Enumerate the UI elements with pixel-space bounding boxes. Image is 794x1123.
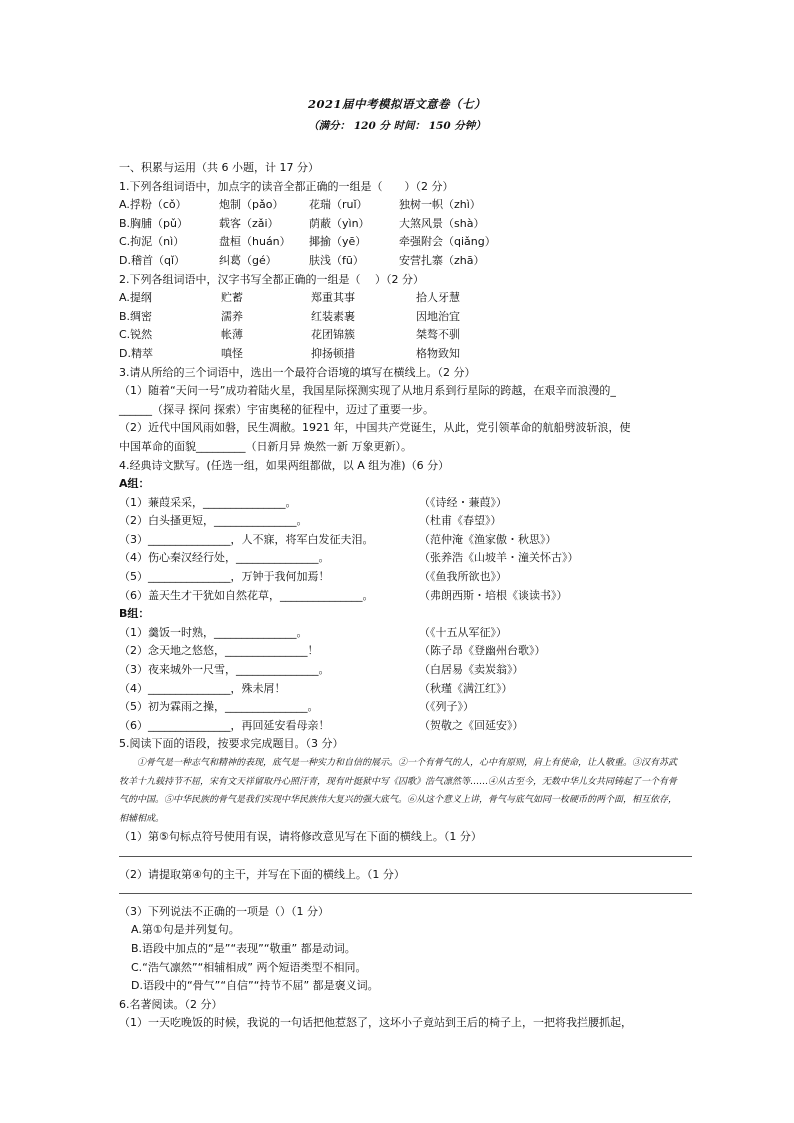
- q2-c-3: 花团锦簇: [311, 328, 355, 342]
- q2-d-4: 格物致知: [416, 346, 460, 360]
- exam-body: [119, 159, 684, 1033]
- q1-a-2: 炮制（pǎo）: [219, 198, 284, 212]
- group-b-item-5: [119, 698, 684, 717]
- q1-b-1: B.胸脯（pǔ）: [119, 216, 188, 230]
- group-b-item-4: [119, 680, 684, 699]
- q5-sub1: （1）第⑤句标点符号使用有误，请将修改意见写在下面的横线上。（1 分）: [119, 830, 482, 844]
- group-a-item-1: [119, 494, 684, 513]
- answer-line-1[interactable]: [119, 847, 684, 866]
- q2-c-2: 帐薄: [221, 328, 243, 342]
- q6-line-1: （1）一天吃晚饭的时候，我说的一句话把他惹怒了，这坏小子竟站到王后的椅子上，一把将我拦腰抓起，: [119, 1016, 632, 1030]
- poem-line: （3）_______________，人不寐，将军白发征夫泪。: [119, 532, 374, 546]
- exam-title: 2021届中考模拟语文意卷（七）: [307, 97, 486, 111]
- q1-option-c: [119, 233, 684, 252]
- q1-option-b: [119, 215, 684, 234]
- group-b-item-1: [119, 624, 684, 643]
- q5-passage: ①骨气是一种志气和精神的表现，底气是一种实力和自信的展示。②一个有骨气的人，心中有原则，肩上有使命，让人敬重。③汉有苏武牧羊十九载持节不屈，宋有文天祥留取丹心照汗青，现有叶挺狱中写《囚歌》浩气凛然等……④从古至今，无数中华儿女共同铸起了一个有骨气的中国。⑤中华民族的骨气是我们实现中华民族伟大复兴的强大底气。⑥从这个意义上讲，骨气与底气如同一枚硬币的两个面，相互依存，相辅相成。: [119, 758, 678, 824]
- group-b-label: B组：: [119, 607, 150, 621]
- poem-line: （1）羹饭一时熟，_______________。: [119, 625, 308, 639]
- q2-c-4: 桀骜不驯: [416, 328, 460, 342]
- q2-d-1: D.精萃: [119, 346, 153, 360]
- poem-source: （白居易《卖炭翁》）: [419, 663, 524, 677]
- poem-line: （4）_______________，殊未屑！: [119, 681, 286, 695]
- q2-a-3: 郑重其事: [311, 291, 355, 305]
- exam-subtitle: （满分： 120 分 时间： 150 分钟）: [308, 120, 486, 132]
- q1-c-4: 牵强附会（qiǎng）: [399, 235, 496, 249]
- q1-d-3: 肤浅（fū）: [309, 253, 364, 267]
- q5-option-b: B.语段中加点的“是”“表现”“敬重” 都是动词。: [131, 941, 356, 955]
- q1-a-3: 花瑞（ruǐ）: [309, 198, 368, 212]
- q1-d-4: 安营扎寨（zhā）: [399, 253, 485, 267]
- q3-line-1: （1）随着“天问一号”成功着陆火星，我国星际探测实现了从地月系到行星际的跨越，在艰辛而浪漫的_: [119, 384, 616, 398]
- q1-c-3: 揶揄（yē）: [309, 235, 367, 249]
- poem-source: （陈子昂《登幽州台歌》）: [419, 644, 546, 658]
- q1-a-1: A.捊粉（cǒ）: [119, 198, 187, 212]
- poem-source: （秋瑾《满江红》）: [419, 681, 513, 695]
- poem-line: （1）蒹葭采采，_______________。: [119, 495, 297, 509]
- q5-sub3: （3）下列说法不正确的一项是（）（1 分）: [119, 904, 329, 918]
- group-a-label: A组：: [119, 477, 150, 491]
- group-b-item-3: [119, 661, 684, 680]
- q3-line-3: （2）近代中国风雨如磐，民生凋敝。1921 年，中国共产党诞生，从此，党引领革命的航船劈波斩浪，使: [119, 421, 631, 435]
- q3-stem: 3.请从所给的三个词语中，选出一个最符合语境的填写在横线上。（2 分）: [119, 365, 476, 379]
- poem-source: （杜甫《春望》）: [419, 514, 502, 528]
- q1-c-1: C.拘泥（nì）: [119, 235, 185, 249]
- poem-line: （5）初为霖雨之操，_______________。: [119, 700, 319, 714]
- q2-option-d: [119, 345, 684, 364]
- poem-source: （《诗经・蒹葭》）: [419, 495, 507, 509]
- q5-option-c: C.“浩气凛然”“相辅相成” 两个短语类型不相同。: [131, 960, 367, 974]
- q5-option-d: D.语段中的“骨气”“自信”“持节不屈” 都是褒义词。: [131, 979, 379, 993]
- q1-b-4: 大煞风景（shà）: [399, 216, 485, 230]
- q2-d-2: 嗔怪: [221, 346, 243, 360]
- q1-stem: 1.下列各组词语中，加点字的读音全都正确的一组是（ ）（2 分）: [119, 179, 454, 193]
- group-b-item-2: [119, 642, 684, 661]
- poem-source: （《列子》）: [419, 700, 474, 714]
- section-heading: 一、积累与运用（共 6 小题，计 17 分）: [119, 161, 319, 174]
- q5-option-a: A.第①句是并列复句。: [131, 923, 240, 937]
- q1-d-1: D.稽首（qǐ）: [119, 253, 186, 267]
- q2-a-2: 贮蓄: [221, 291, 243, 305]
- q2-b-3: 红装素裹: [311, 309, 355, 323]
- q2-b-1: B.绸密: [119, 309, 153, 323]
- group-a-item-3: [119, 531, 684, 550]
- group-a-item-5: [119, 568, 684, 587]
- q2-a-1: A.提纲: [119, 291, 152, 305]
- poem-source: （范仲淹《渔家傲・秋思》）: [419, 532, 557, 546]
- q2-d-3: 抑扬顿措: [311, 346, 355, 360]
- q1-d-2: 纠葛（gé）: [219, 253, 277, 267]
- group-a-item-2: [119, 512, 684, 531]
- q2-option-b: [119, 308, 684, 327]
- q1-option-a: [119, 196, 684, 215]
- group-a-item-6: [119, 587, 684, 606]
- q1-a-4: 独树一帜（zhì）: [399, 198, 481, 212]
- group-a-item-4: [119, 549, 684, 568]
- group-b-item-6: [119, 717, 684, 736]
- poem-source: （张养浩《山坡羊・潼关怀古》）: [419, 551, 579, 565]
- q2-c-1: C.锐然: [119, 328, 153, 342]
- q1-b-3: 荫蔽（yìn）: [309, 216, 370, 230]
- q2-b-4: 因地治宜: [416, 309, 460, 323]
- poem-line: （6）盖天生才干犹如自然花草，_______________。: [119, 588, 374, 602]
- poem-source: （贺敬之《回延安》）: [419, 718, 524, 732]
- q5-stem: 5.阅读下面的语段，按要求完成题目。（3 分）: [119, 737, 344, 751]
- q3-line-4: 中国革命的面貌_________（日新月异 焕然一新 万象更新）。: [119, 439, 412, 453]
- q2-option-c: [119, 326, 684, 345]
- poem-line: （3）夜来城外一尺雪，_______________。: [119, 663, 330, 677]
- q2-b-2: 濡养: [221, 309, 243, 323]
- poem-line: （5）_______________，万钟于我何加焉！: [119, 570, 330, 584]
- poem-source: （弗朗西斯・培根《谈读书》）: [419, 588, 568, 602]
- poem-line: （2）白头搔更短，_______________。: [119, 514, 308, 528]
- q2-option-a: [119, 289, 684, 308]
- poem-line: （6）_______________，再回延安看母亲！: [119, 718, 330, 732]
- q1-c-2: 盘桓（huán）: [219, 235, 291, 249]
- poem-line: （4）伤心秦汉经行处，_______________。: [119, 551, 330, 565]
- q2-stem: 2.下列各组词语中，汉字书写全都正确的一组是（ ）（2 分）: [119, 272, 424, 286]
- q5-sub2: （2）请提取第④句的主干，并写在下面的横线上。（1 分）: [119, 867, 405, 881]
- poem-source: （《鱼我所欲也》）: [419, 570, 507, 584]
- q3-line-2: ______（探寻 探问 探索）宇宙奥秘的征程中，迈过了重要一步。: [119, 402, 434, 416]
- q2-a-4: 拾人牙慧: [416, 291, 460, 305]
- q1-b-2: 载客（zǎi）: [219, 216, 279, 230]
- answer-line-2[interactable]: [119, 884, 684, 903]
- q1-option-d: [119, 252, 684, 271]
- poem-line: （2）念天地之悠悠，_______________！: [119, 644, 319, 658]
- q4-stem: 4.经典诗文默写。(任选一组，如果两组都做，以 A 组为准)（6 分）: [119, 458, 450, 472]
- poem-source: （《十五从军征》）: [419, 625, 507, 639]
- q6-stem: 6.名著阅读。（2 分）: [119, 997, 223, 1011]
